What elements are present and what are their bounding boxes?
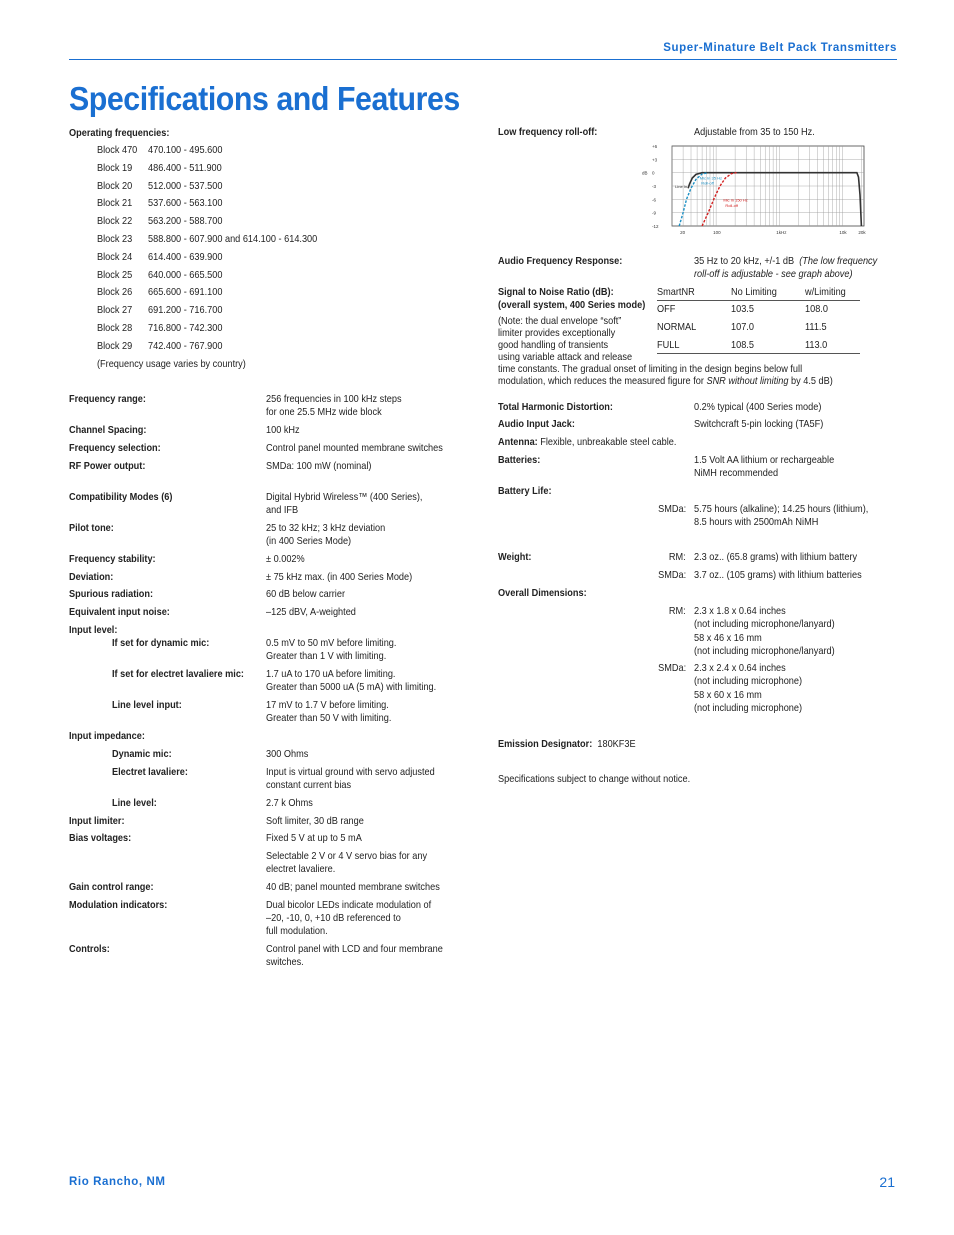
dims-rm-line: (not including microphone/lanyard) [694,645,835,657]
battery-life-value-1: 5.75 hours (alkaline); 14.25 hours (lithium), [694,504,869,515]
lf-rolloff-label: Low frequency roll-off: [498,127,598,138]
spec-value: constant current bias [266,780,352,791]
block-range: 640.000 - 665.500 [148,269,223,281]
audio-freq-value [694,255,877,268]
chart-y-tick: -3 [652,184,657,189]
page-number: 21 [879,1174,895,1190]
spec-value: 60 dB below carrier [266,589,346,600]
spec-value: 256 frequencies in 100 kHz steps [266,394,402,405]
spec-label: Frequency selection: [69,443,161,454]
dims-smda-line: 58 x 60 x 16 mm [694,689,762,701]
dims-smda-line: (not including microphone) [694,676,803,688]
thd-value: 0.2% typical (400 Series mode) [694,402,822,413]
block-range: 512.000 - 537.500 [148,180,223,192]
battery-life-value-2: 8.5 hours with 2500mAh NiMH [694,517,819,528]
snr-table-cell: 103.5 [731,304,754,315]
spec-value: 1.7 uA to 170 uA before limiting. [266,669,396,680]
spec-label: Bias voltages: [69,833,132,844]
dims-smda-model: SMDa: [657,663,686,674]
block-range: 537.600 - 563.100 [148,198,223,210]
block-name: Block 19 [97,162,133,174]
chart-series-label: Line In [675,184,688,190]
spec-value: Control panel with LCD and four membrane [266,944,443,955]
block-range: 588.800 - 607.900 and 614.100 - 614.300 [148,234,318,245]
spec-label: Controls: [69,944,110,955]
weight-rm-value: 2.3 oz.. (65.8 grams) with lithium battery [694,552,858,563]
dims-label: Overall Dimensions: [498,588,587,599]
spec-value: Dual bicolor LEDs indicate modulation of [266,900,432,911]
spec-value: for one 25.5 MHz wide block [266,407,382,418]
chart-y-tick: +6 [652,144,658,149]
snr-note-line: using variable attack and release [498,352,633,363]
spec-value: Greater than 1 V with limiting. [266,651,387,662]
chart-y-tick: -12 [652,224,659,229]
dims-smda-line: (not including microphone) [694,702,803,714]
chart-series-label: Roll-off [701,180,714,186]
chart-x-tick: 20 [680,230,686,235]
dims-rm-model: RM: [669,606,686,617]
spec-value: Greater than 5000 uA (5 mA) with limiting. [266,682,437,693]
spec-value: Greater than 50 V with limiting. [266,713,392,724]
snr-table-cell: OFF [657,304,676,315]
spec-value: Control panel mounted membrane switches [266,443,443,454]
spec-label: RF Power output: [69,461,146,472]
chart-series-label: Mic In 150 Hz [723,197,748,203]
snr-label-sub: (overall system, 400 Series mode) [498,300,646,311]
snr-note-line: good handling of transients [498,340,609,351]
snr-table-cell: FULL [657,340,680,351]
spec-label: Frequency range: [69,394,146,405]
spec-label: If set for dynamic mic: [112,638,210,649]
spec-value: ± 0.002% [266,554,305,565]
spec-label: Modulation indicators: [69,900,168,911]
spec-label: Input impedance: [69,731,145,742]
batteries-value-2: NiMH recommended [694,468,779,479]
snr-table-cell: NORMAL [657,322,697,333]
battery-life-label: Battery Life: [498,486,552,497]
spec-value: and IFB [266,505,299,516]
weight-rm-model: RM: [669,552,686,563]
spec-label: Equivalent input noise: [69,607,170,618]
block-name: Block 23 [97,234,133,245]
footer-location: Rio Rancho, NM [69,1176,166,1188]
spec-label: Gain control range: [69,882,154,893]
running-header: Super-Minature Belt Pack Transmitters [663,42,897,54]
snr-table-cell: 113.0 [805,340,828,351]
chart-series-label: Mic In 35 Hz [699,175,722,181]
spec-value: 100 kHz [266,425,300,436]
spec-value: Selectable 2 V or 4 V servo bias for any [266,851,428,862]
lf-rolloff-value: Adjustable from 35 to 150 Hz. [694,127,815,138]
spec-value: Digital Hybrid Wireless™ (400 Series), [266,492,423,503]
spec-value: ± 75 kHz max. (in 400 Series Mode) [266,572,413,583]
snr-note-cont-2 [498,375,833,388]
spec-value: SMDa: 100 mW (nominal) [266,461,372,472]
spec-label: Line level input: [112,700,182,711]
battery-life-model: SMDa: [657,504,686,515]
spec-label: Frequency stability: [69,554,156,565]
disclaimer: Specifications subject to change without notice. [498,774,691,785]
chart-x-tick: 100 [713,230,721,235]
snr-table-cell: 107.0 [731,322,754,333]
spec-label: Input limiter: [69,816,125,827]
snr-note-line: (Note: the dual envelope “soft” [498,316,622,327]
spec-value: electret lavaliere. [266,864,336,875]
snr-note-part-a: modulation, which reduces the measured figure for [498,376,707,387]
antenna-value: Flexible, unbreakable steel cable. [537,437,677,448]
emission-value: 180KF3E [597,739,636,750]
snr-label: Signal to Noise Ratio (dB): [498,287,614,298]
batteries-value-1: 1.5 Volt AA lithium or rechargeable [694,455,835,466]
antenna-label: Antenna: [498,437,538,448]
block-name: Block 29 [97,340,133,352]
audio-freq-label: Audio Frequency Response: [498,256,623,267]
block-name: Block 26 [97,287,133,299]
antenna-line [498,436,676,449]
chart-y-tick: -6 [652,197,657,203]
block-range: 742.400 - 767.900 [148,340,223,352]
snr-table-cell: 108.5 [731,340,754,351]
block-range: 486.400 - 511.900 [148,162,222,174]
snr-note-line: limiter provides exceptionally [498,328,616,339]
audio-freq-value-main: 35 Hz to 20 kHz, +/-1 dB [694,256,795,267]
snr-note-part-c: by 4.5 dB) [788,376,833,387]
header-rule [69,59,897,60]
operating-frequencies-label: Operating frequencies: [69,128,170,139]
weight-smda-model: SMDa: [657,570,686,581]
audio-freq-note-2: roll-off is adjustable - see graph above) [694,269,853,280]
frequency-response-chart [640,140,872,248]
spec-label: Deviation: [69,572,114,583]
spec-value: 0.5 mV to 50 mV before limiting. [266,638,397,649]
weight-label: Weight: [498,552,532,563]
emission-line [498,738,636,751]
block-name: Block 20 [97,180,133,192]
spec-value: full modulation. [266,926,328,937]
page-title: Specifications and Features [69,80,460,117]
snr-table-cell: 108.0 [805,304,828,315]
spec-value: –20, -10, 0, +10 dB referenced to [266,913,401,924]
spec-value: 2.7 k Ohms [266,798,313,809]
spec-value: switches. [266,957,304,968]
spec-value: 40 dB; panel mounted membrane switches [266,882,440,893]
spec-label: Line level: [112,798,157,809]
chart-y-tick: +3 [652,157,658,163]
spec-label: Channel Spacing: [69,425,147,436]
block-name: Block 21 [97,198,133,210]
dims-rm-line: 58 x 46 x 16 mm [694,632,762,644]
snr-table-header: SmartNR [657,287,695,298]
spec-label: Compatibility Modes (6) [69,492,173,503]
spec-value: –125 dBV, A-weighted [266,607,356,618]
chart-x-tick: 1kHz [776,230,787,235]
snr-note-part-b: SNR without limiting [706,376,789,387]
spec-value: Fixed 5 V at up to 5 mA [266,833,362,844]
block-range: 563.200 - 588.700 [148,216,223,228]
block-name: Block 24 [97,251,133,263]
spec-label: Input level: [69,625,118,636]
audio-freq-note-1: (The low frequency [799,256,878,267]
spec-value: Soft limiter, 30 dB range [266,816,364,827]
block-name: Block 470 [97,145,138,156]
snr-note-cont-1: time constants. The gradual onset of limiting in the design begins below full [498,364,803,375]
snr-table-header: w/Limiting [805,287,846,298]
chart-series-label: Roll-off [725,202,738,208]
block-name: Block 28 [97,323,133,334]
chart-y-tick: -9 [652,210,657,216]
chart-x-tick: 20k [858,230,866,235]
batteries-label: Batteries: [498,455,541,466]
block-range: 614.400 - 639.900 [148,251,223,263]
dims-smda-line: 2.3 x 2.4 x 0.64 inches [694,663,786,674]
block-range: 716.800 - 742.300 [148,323,223,334]
thd-label: Total Harmonic Distortion: [498,402,613,413]
block-name: Block 27 [97,305,133,317]
block-range: 691.200 - 716.700 [148,305,223,317]
emission-label: Emission Designator: [498,739,593,750]
spec-value: 300 Ohms [266,749,309,760]
dims-rm-line: 2.3 x 1.8 x 0.64 inches [694,606,786,617]
audio-jack-label: Audio Input Jack: [498,419,575,430]
chart-y-label: dB [642,170,648,176]
snr-table-cell: 111.5 [805,322,827,333]
chart-x-tick: 10k [839,230,847,235]
snr-table-header: No Limiting [731,287,777,298]
spec-label: Electret lavaliere: [112,767,188,778]
snr-table-rule [657,353,860,354]
block-range: 665.600 - 691.100 [148,287,223,299]
weight-smda-value: 3.7 oz.. (105 grams) with lithium batteries [694,570,862,581]
spec-value: 25 to 32 kHz; 3 kHz deviation [266,523,386,534]
spec-label: Dynamic mic: [112,749,172,760]
dims-rm-line: (not including microphone/lanyard) [694,619,835,631]
spec-value: 17 mV to 1.7 V before limiting. [266,700,389,711]
audio-jack-value: Switchcraft 5-pin locking (TA5F) [694,419,824,430]
spec-label: If set for electret lavaliere mic: [112,669,244,680]
block-range: 470.100 - 495.600 [148,145,223,156]
block-name: Block 22 [97,216,133,228]
spec-label: Pilot tone: [69,523,114,534]
spec-value: Input is virtual ground with servo adjusted [266,767,435,778]
block-name: Block 25 [97,269,133,281]
spec-value: (in 400 Series Mode) [266,536,352,547]
spec-label: Spurious radiation: [69,589,154,600]
chart-y-tick: 0 [652,170,655,176]
snr-table-rule [657,300,860,301]
blocks-note: (Frequency usage varies by country) [97,359,246,370]
